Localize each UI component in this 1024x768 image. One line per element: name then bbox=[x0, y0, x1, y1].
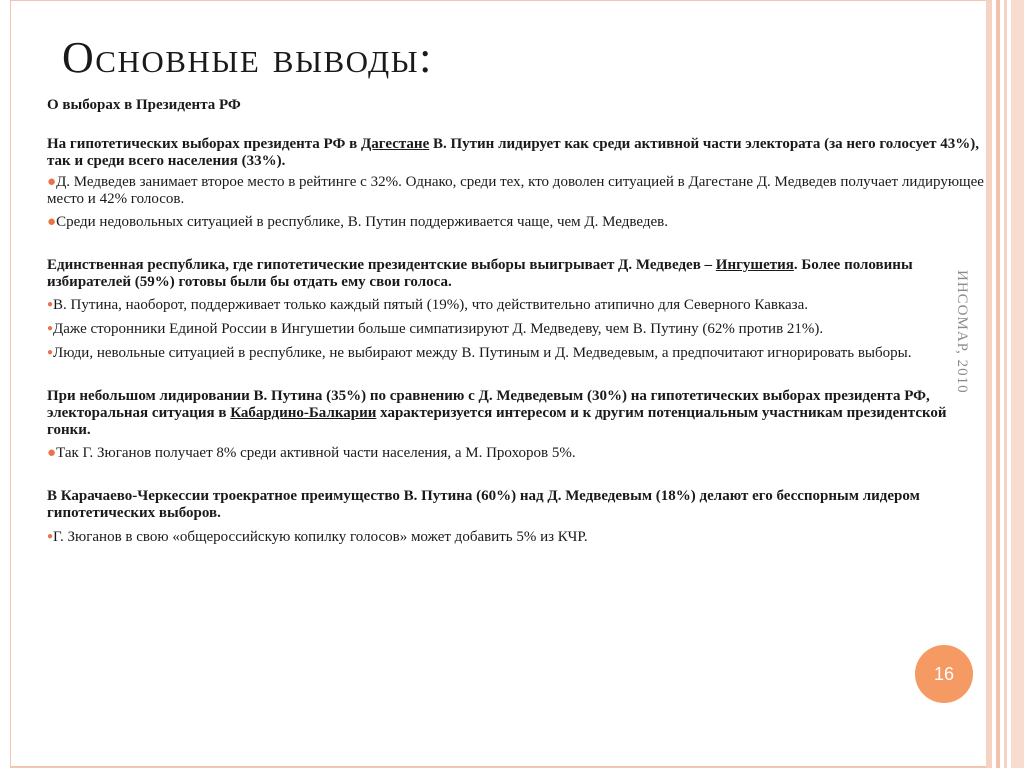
kbr-link: Кабардино-Балкарии bbox=[230, 405, 377, 421]
page-number-badge: 16 bbox=[915, 645, 973, 703]
dagestan-summary: На гипотетических выборах президента РФ в Дагестане В. Путин лидирует как среди активной части электората (за него голосует 43%), так и среди всего населения (33%). bbox=[47, 136, 980, 169]
dagestan-link: Дагестане bbox=[360, 136, 430, 152]
ingushetia-link: Ингушетия bbox=[715, 257, 794, 273]
bullet-icon: ● bbox=[47, 445, 57, 461]
side-caption: ИНСОМАР, 2010 bbox=[954, 270, 970, 394]
list-item: ●Д. Медведев занимает второе место в рейтинге с 32%. Однако, среди тех, кто доволен ситуацией в Дагестане Д. Медведев получает лидирующее место и 42% голосов. bbox=[47, 174, 984, 207]
right-rail-stripe bbox=[1011, 0, 1024, 768]
bullet-icon: ● bbox=[47, 214, 57, 230]
bullet-icon: ● bbox=[47, 531, 54, 542]
left-border bbox=[0, 0, 11, 768]
top-border bbox=[10, 0, 986, 1]
right-rail-stripe bbox=[1004, 0, 1007, 768]
list-item: ●В. Путина, наоборот, поддерживает только каждый пятый (19%), что действительно атипично для Северного Кавказа. bbox=[47, 297, 809, 313]
right-rail-stripe bbox=[996, 0, 1000, 768]
list-item: ●Даже сторонники Единой России в Ингушетии больше симпатизируют Д. Медведеву, чем В. Путину (62% против 21%). bbox=[47, 321, 824, 337]
slide-title: Основные выводы: bbox=[62, 33, 433, 82]
bullet-icon: ● bbox=[47, 174, 57, 190]
list-item: ●Так Г. Зюганов получает 8% среди активной части населения, а М. Прохоров 5%. bbox=[47, 445, 576, 461]
ingushetia-summary: Единственная республика, где гипотетические президентские выборы выигрывает Д. Медведев – Ингушетия. Более половины избирателей (59%) готовы были бы отдать ему свои голоса. bbox=[47, 257, 913, 290]
slide-body bbox=[47, 97, 987, 546]
section-subtitle: О выборах в Президента РФ bbox=[47, 97, 241, 113]
bullet-icon: ● bbox=[47, 299, 54, 310]
list-item: ●Среди недовольных ситуацией в республике, В. Путин поддерживается чаще, чем Д. Медведев. bbox=[47, 214, 668, 230]
kbr-summary: При небольшом лидировании В. Путина (35%) по сравнению с Д. Медведевым (30%) на гипотетических выборах президента РФ, электоральная ситуация в Кабардино-Балкарии характеризуется интересом и к другим потенциальным участникам президентской гонки. bbox=[47, 388, 947, 438]
bullet-icon: ● bbox=[47, 323, 54, 334]
kchr-summary: В Карачаево-Черкессии троекратное преимущество В. Путина (60%) над Д. Медведевым (18%) делают его бесспорным лидером гипотетических выборов. bbox=[47, 488, 920, 521]
bullet-icon: ● bbox=[47, 347, 54, 358]
list-item: ●Г. Зюганов в свою «общероссийскую копилку голосов» может добавить 5% из КЧР. bbox=[47, 529, 588, 545]
list-item: ●Люди, невольные ситуацией в республике, не выбирают между В. Путиным и Д. Медведевым, а предпочитают игнорировать выборы. bbox=[47, 345, 912, 361]
